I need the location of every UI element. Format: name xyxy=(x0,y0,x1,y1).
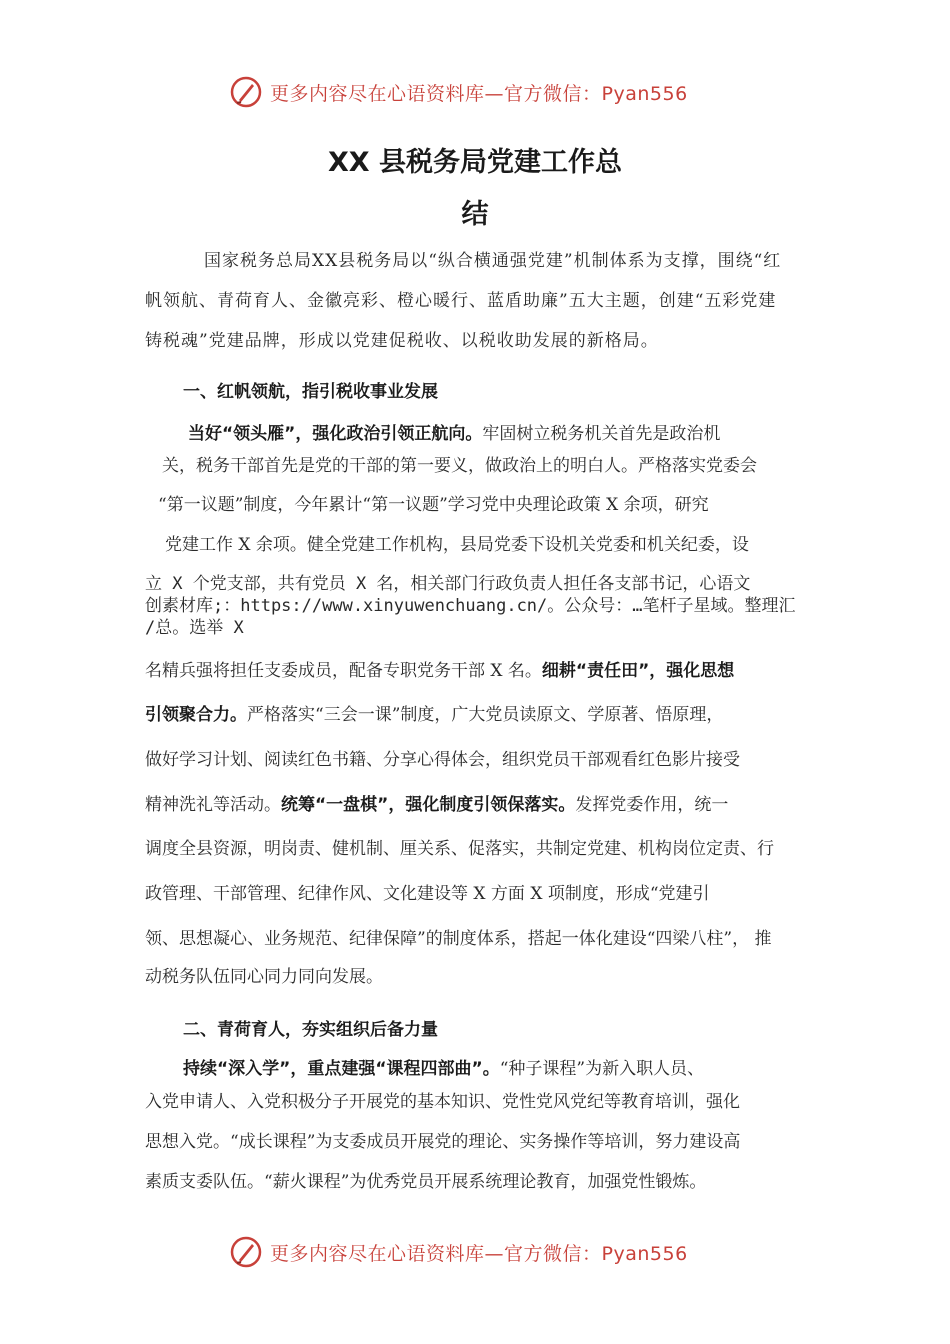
section2-heading: 二、青荷育人，夯实组织后备力量 xyxy=(183,1020,438,1040)
s1-line-1: 当好“领头雁”，强化政治引领正航向。牢固树立税务机关首先是政治机 xyxy=(188,424,721,444)
intro-line-1: 国家税务总局XX县税务局以“纵合横通强党建”机制体系为支撑，围绕“红 xyxy=(204,251,782,271)
s2-line-2: 入党申请人、入党积极分子开展党的基本知识、党性党风党纪等教育培训，强化 xyxy=(145,1092,740,1112)
s1-line-13: 政管理、干部管理、纪律作风、文化建设等 X 方面 X 项制度，形成“党建引 xyxy=(145,884,710,904)
intro-line-2: 帆领航、青荷育人、金徽亮彩、橙心暖行、蓝盾助廉”五大主题，创建“五彩党建 xyxy=(145,291,777,311)
document-title-line1: XX 县税务局党建工作总 xyxy=(327,147,623,178)
banner-text: 更多内容尽在心语资料库—官方微信：Pyan556 xyxy=(270,82,688,105)
quill-logo-icon xyxy=(230,1236,262,1268)
header-watermark-banner xyxy=(230,74,730,110)
s1-line-10: 做好学习计划、阅读红色书籍、分享心得体会，组织党员干部观看红色影片接受 xyxy=(145,750,740,770)
s2-line-1: 持续“深入学”，重点建强“课程四部曲”。“种子课程”为新入职人员、 xyxy=(183,1059,705,1079)
document-title-line2: 结 xyxy=(461,199,489,230)
s1-line-15: 动税务队伍同心同力同向发展。 xyxy=(145,967,383,987)
s1-line-14: 领、思想凝心、业务规范、纪律保障”的制度体系，搭起一体化建设“四梁八柱”， 推 xyxy=(145,929,772,949)
s1-line-2: 关，税务干部首先是党的干部的第一要义，做政治上的明白人。严格落实党委会 xyxy=(162,456,757,476)
quill-logo-icon xyxy=(230,76,262,108)
s1-line-6: 创素材库;：https://www.xinyuwenchuang.cn/。公众号：…笔杆子星域。整理汇 xyxy=(145,596,796,616)
footer-watermark-banner xyxy=(230,1234,730,1270)
footer-banner-text: 更多内容尽在心语资料库—官方微信：Pyan556 xyxy=(270,1242,688,1265)
intro-line-3: 铸税魂”党建品牌，形成以党建促税收、以税收助发展的新格局。 xyxy=(145,331,659,351)
section1-heading: 一、红帆领航，指引税收事业发展 xyxy=(183,382,438,402)
s1-line-8: 名精兵强将担任支委成员，配备专职党务干部 X 名。细耕“责任田”，强化思想 xyxy=(145,661,735,681)
s1-line-11: 精神洗礼等活动。统筹“一盘棋”，强化制度引领保落实。发挥党委作用，统一 xyxy=(145,795,729,815)
s1-line-12: 调度全县资源，明岗责、健机制、厘关系、促落实，共制定党建、机构岗位定责、行 xyxy=(145,839,774,859)
s1-line-9: 引领聚合力。严格落实“三会一课”制度，广大党员读原文、学原著、悟原理， xyxy=(145,705,724,725)
s1-line-4: 党建工作 X 余项。健全党建工作机构，县局党委下设机关党委和机关纪委，设 xyxy=(165,535,749,555)
s1-line-7: /总。选举 X xyxy=(145,618,244,638)
s2-line-4: 素质支委队伍。“薪火课程”为优秀党员开展系统理论教育，加强党性锻炼。 xyxy=(145,1172,707,1192)
s2-line-3: 思想入党。“成长课程”为支委成员开展党的理论、实务操作等培训，努力建设高 xyxy=(145,1132,741,1152)
s1-line-5: 立 X 个党支部，共有党员 X 名，相关部门行政负责人担任各支部书记，心语文 xyxy=(145,574,751,594)
s1-line-3: “第一议题”制度，今年累计“第一议题”学习党中央理论政策 X 余项，研究 xyxy=(158,495,709,515)
